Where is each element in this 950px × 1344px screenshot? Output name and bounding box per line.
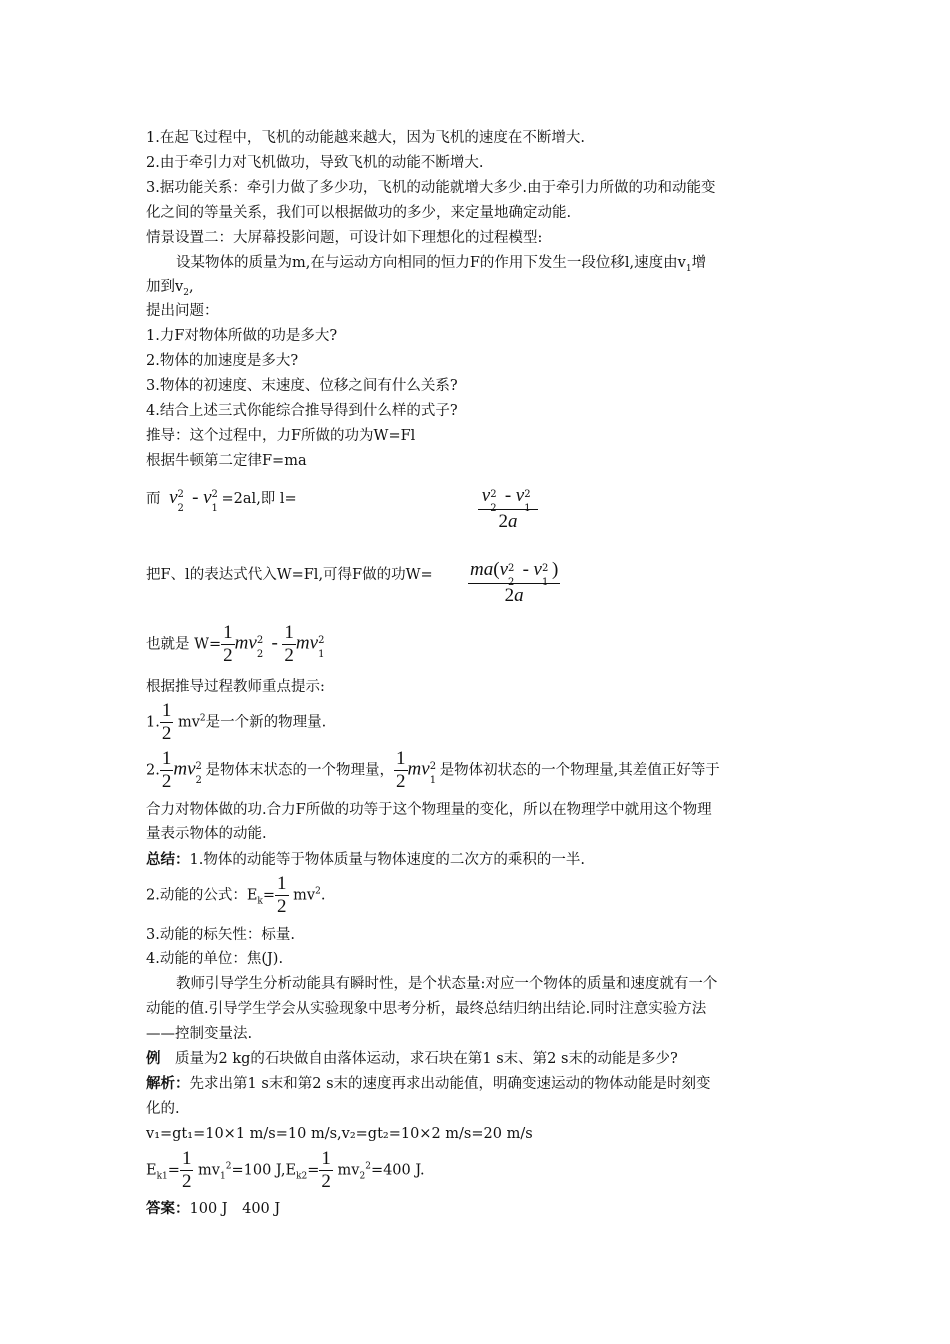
text-line: 4.动能的单位：焦(J). — [146, 951, 284, 967]
equation-line: $E_{k1}=$ $\frac{1}{2}$ $mv_1^2=100$ $J,E_{k2}=$ $\frac{1}{2}$ $mv_2^2=400$ J. — [146, 1148, 425, 1192]
text-line: 根据推导过程教师重点提示: — [146, 679, 325, 695]
equation-line: 也就是 W= $\frac{1}{2}$ mv 2 2 - $\frac{1}{2}$ mv 2 1 — [146, 622, 325, 666]
text-line: 2.由于牵引力对飞机做功，导致飞机的动能不断增大. — [146, 155, 484, 171]
equation-line: 1. $\frac{1}{2}$ $mv^2$是一个新的物理量. — [146, 700, 327, 744]
text-line: 合力对物体做的功.合力F所做的功等于这个物理量的变化，所以在物理学中就用这个物理 — [146, 802, 712, 818]
equation-line: 2.动能的公式：$E_k=$ $\frac{1}{2}$ $mv^2$. — [146, 873, 326, 917]
text-line: 动能的值.引导学生学会从实验现象中思考分析，最终总结归纳出结论.同时注意实验方法 — [146, 1001, 707, 1017]
text-line: 提出问题： — [146, 303, 219, 319]
text-line: 答案：100 J 400 J — [146, 1201, 281, 1217]
text-line: 情景设置二：大屏幕投影问题，可设计如下理想化的过程模型: — [146, 230, 543, 246]
equation-line: 而 v 2 2 - v 2 1 =2al,即 l= — [146, 487, 297, 514]
text-line: 加到$v_2$, — [146, 279, 194, 298]
text-line: 例 质量为2 kg的石块做自由落体运动，求石块在第1 s末、第2 s末的动能是多少? — [146, 1051, 678, 1067]
text-line: 3.动能的标矢性：标量. — [146, 927, 295, 943]
equation-line: 把F、l的表达式代入W=Fl,可得F做的功W= — [146, 567, 433, 583]
text-line: 量表示物体的动能. — [146, 826, 267, 842]
text-line: 4.结合上述三式你能综合推导得到什么样的式子? — [146, 403, 458, 419]
text-line: 1.在起飞过程中，飞机的动能越来越大，因为飞机的速度在不断增大. — [146, 130, 585, 146]
text-line: 1.力F对物体所做的功是多大? — [146, 328, 338, 344]
text-line: v₁=gt₁=10×1 m/s=10 m/s,v₂=gt₂=10×2 m/s=20 m/s — [146, 1126, 533, 1142]
text-line: 解析：先求出第1 s末和第2 s末的速度再求出动能值，明确变速运动的物体动能是时刻变 — [146, 1076, 711, 1092]
fraction-work: ma(v 2 2 - v 2 1 ) 2a — [470, 559, 559, 606]
text-line: 2.物体的加速度是多大? — [146, 353, 299, 369]
text-line: 3.据功能关系：牵引力做了多少功，飞机的动能就增大多少.由于牵引力所做的功和动能变 — [146, 180, 716, 196]
text-line: 教师引导学生分析动能具有瞬时性，是个状态量:对应一个物体的质量和速度就有一个 — [176, 976, 718, 992]
fraction-l: v 2 2 - v 2 1 2a — [478, 484, 538, 535]
text-line: 3.物体的初速度、末速度、位移之间有什么关系? — [146, 378, 458, 394]
text-line: 设某物体的质量为m,在与运动方向相同的恒力F的作用下发生一段位移l,速度由$v_1$增 — [176, 255, 707, 274]
text-line: 化的. — [146, 1101, 180, 1117]
equation-line: 2. $\frac{1}{2}$ mv 2 2 是物体末状态的一个物理量， $\frac{1}{2}$ mv 2 1 是物体初状态的一个物理量,其差值正好等于 — [146, 748, 720, 792]
text-line: ——控制变量法. — [146, 1026, 253, 1042]
text-line: 化之间的等量关系，我们可以根据做功的多少，来定量地确定动能. — [146, 205, 572, 221]
text-line: 总结：1.物体的动能等于物体质量与物体速度的二次方的乘积的一半. — [146, 852, 585, 868]
text-line: 推导：这个过程中，力F所做的功为W=Fl — [146, 428, 416, 444]
text-line: 根据牛顿第二定律F=ma — [146, 453, 307, 469]
